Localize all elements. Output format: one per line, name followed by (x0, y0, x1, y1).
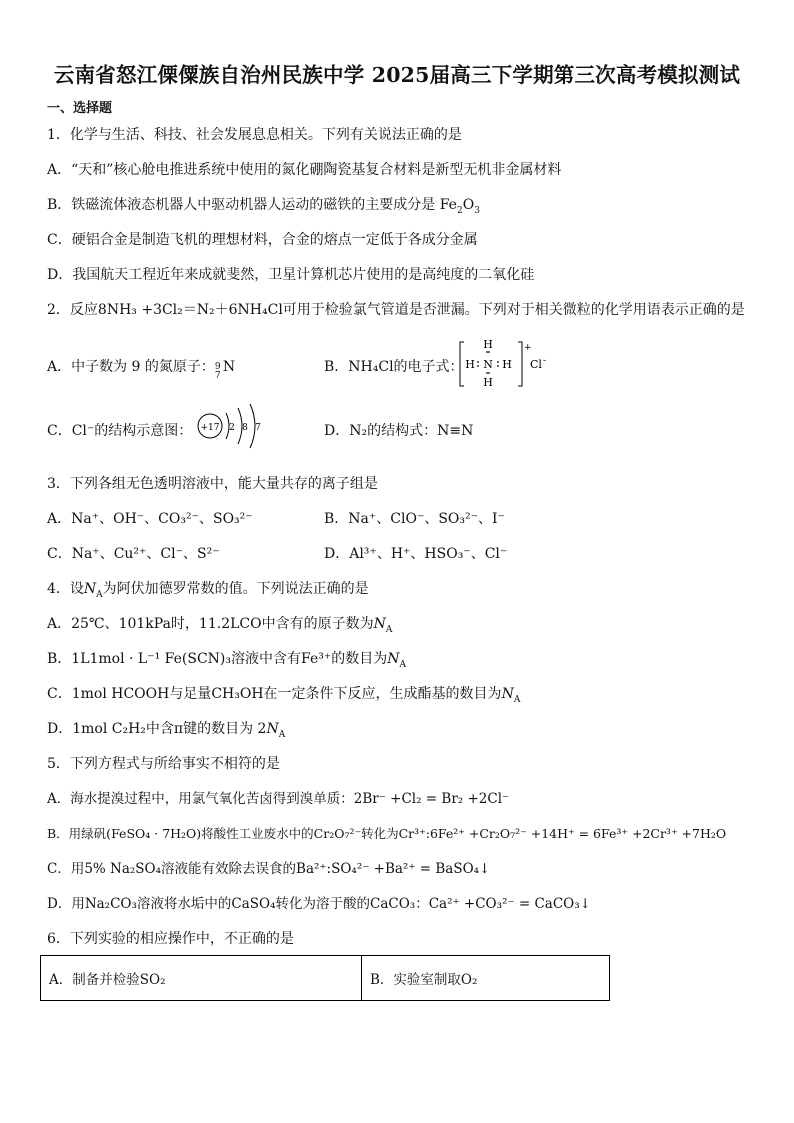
q4-stem-post: 为阿伏加德罗常数的值。下列说法正确的是 (102, 581, 369, 597)
q4-option-c-text: C．1mol HCOOH与足量CH₃OH在一定条件下反应，生成酯基的数目为 (47, 686, 502, 702)
q1-stem: 1．化学与生活、科技、社会发展息息相关。下列有关说法正确的是 (47, 127, 462, 143)
q5-stem: 5．下列方程式与所给事实不相符的是 (47, 756, 280, 772)
q2-option-c: C．Cl⁻的结构示意图： (47, 423, 193, 439)
nucleus-charge: +17 (200, 423, 220, 433)
shell-2-count: 8 (242, 423, 248, 433)
q6-stem: 6．下列实验的相应操作中，不正确的是 (47, 931, 294, 947)
q4-stem-pre: 4．设 (47, 581, 84, 597)
q2-stem: 2．反应8NH₃ +3Cl₂＝N₂＋6NH₄Cl可用于检验氯气管道是否泄漏。下列对于相关微粒的化学用语表示正确的是 (47, 302, 745, 318)
q3-option-d: D．Al³⁺、H⁺、HSO₃⁻、Cl⁻ (324, 546, 508, 562)
q2-isotope-mass: 9 (214, 362, 221, 372)
q2-option-b: B．NH₄Cl的电子式： (324, 359, 464, 375)
q4-option-a-na-sub: A (385, 624, 393, 635)
lewis-h-bottom: H (483, 376, 493, 389)
q4-option-a-na: N (373, 616, 386, 632)
q1-option-a: A．“天和”核心舱电推进系统中使用的氮化硼陶瓷基复合材料是新型无机非金属材料 (47, 162, 562, 178)
lewis-chloride-charge: - (543, 356, 547, 366)
q1-option-b-text: B．铁磁流体液态机器人中驱动机器人运动的磁铁的主要成分是 Fe (47, 197, 457, 213)
lewis-chloride: Cl (530, 358, 542, 371)
lewis-n-center: N (483, 358, 493, 371)
q6-cell-b: B．实验室制取O₂ (362, 956, 610, 1001)
q1-option-b-sub1: 2 (456, 205, 463, 216)
table-row (41, 956, 610, 1001)
q5-option-a: A．海水提溴过程中，用氯气氧化苦卤得到溴单质：2Br⁻ +Cl₂ = Br₂ +2Cl⁻ (47, 791, 510, 807)
q5-option-b: B．用绿矾(FeSO₄ · 7H₂O)将酸性工业废水中的Cr₂O₇²⁻转化为Cr³⁺:6Fe²⁺ +Cr₂O₇²⁻ +14H⁺ = 6Fe³⁺ +2Cr³⁺ +7H₂O (47, 826, 727, 841)
q2-option-d: D．N₂的结构式：N≡N (324, 423, 474, 439)
ammonium-chloride-lewis-structure (458, 338, 568, 390)
q3-option-b: B．Na⁺、ClO⁻、SO₃²⁻、I⁻ (324, 511, 505, 527)
avogadro-symbol: N (83, 581, 97, 597)
q4-stem (47, 579, 369, 605)
q3-stem: 3．下列各组无色透明溶液中，能大量共存的离子组是 (47, 476, 378, 492)
q4-option-d-na: N (266, 721, 279, 737)
shell-3-count: 7 (255, 423, 261, 433)
q5-option-d: D．用Na₂CO₃溶液将水垢中的CaSO₄转化为溶于酸的CaCO₃：Ca²⁺ +CO₃²⁻ = CaCO₃↓ (47, 896, 591, 912)
section-heading: 一、选择题 (47, 101, 113, 116)
q4-option-b-na-sub: A (399, 659, 406, 670)
lewis-h-left: H (465, 358, 475, 371)
q1-option-b (47, 195, 480, 221)
q1-option-b-sub2: 3 (474, 205, 480, 216)
q4-option-b-na: N (387, 651, 400, 667)
q4-option-b (47, 649, 406, 675)
chloride-ion-structure-diagram (192, 403, 272, 449)
q6-cell-a: A．制备并检验SO₂ (41, 956, 362, 1001)
q2-option-a (47, 357, 236, 381)
avogadro-subscript: A (96, 589, 103, 600)
q2-isotope-number: 7 (214, 371, 221, 381)
q4-option-d-na-sub: A (278, 729, 286, 740)
q4-option-a-text: A．25℃、101kPa时，11.2LCO中含有的原子数为 (47, 616, 374, 632)
lewis-h-top: H (483, 338, 493, 351)
q4-option-c-na: N (501, 686, 514, 702)
q4-option-d-text: D．1mol C₂H₂中含π键的数目为 2 (47, 721, 267, 737)
lewis-ammonium-charge: + (524, 343, 532, 353)
q4-option-b-text: B．1L1mol · L⁻¹ Fe(SCN)₃溶液中含有Fe³⁺的数目为 (47, 651, 388, 667)
q5-option-c: C．用5% Na₂SO₄溶液能有效除去误食的Ba²⁺:SO₄²⁻ +Ba²⁺ = BaSO₄↓ (47, 861, 491, 877)
q4-option-a (47, 614, 392, 640)
q1-option-d: D．我国航天工程近年来成就斐然，卫星计算机芯片使用的是高纯度的二氧化硅 (47, 267, 535, 283)
q1-option-b-mid: O (462, 197, 475, 213)
q6-options-table (40, 955, 610, 1001)
q4-option-c-na-sub: A (513, 694, 521, 705)
shell-1-count: 2 (229, 423, 235, 433)
page-title: 云南省怒江傈僳族自治州民族中学 2025届高三下学期第三次高考模拟测试 (53, 63, 741, 87)
q3-option-c: C．Na⁺、Cu²⁺、Cl⁻、S²⁻ (47, 546, 220, 562)
q4-option-d (47, 719, 285, 745)
lewis-h-right: H (502, 358, 512, 371)
q3-option-a: A．Na⁺、OH⁻、CO₃²⁻、SO₃²⁻ (47, 511, 253, 527)
q1-option-c: C．硬铝合金是制造飞机的理想材料，合金的熔点一定低于各成分金属 (47, 232, 478, 248)
q2-option-a-text: A．中子数为 9 的氮原子： (47, 359, 215, 375)
q2-isotope-symbol: N (222, 359, 236, 375)
q4-option-c (47, 684, 520, 710)
